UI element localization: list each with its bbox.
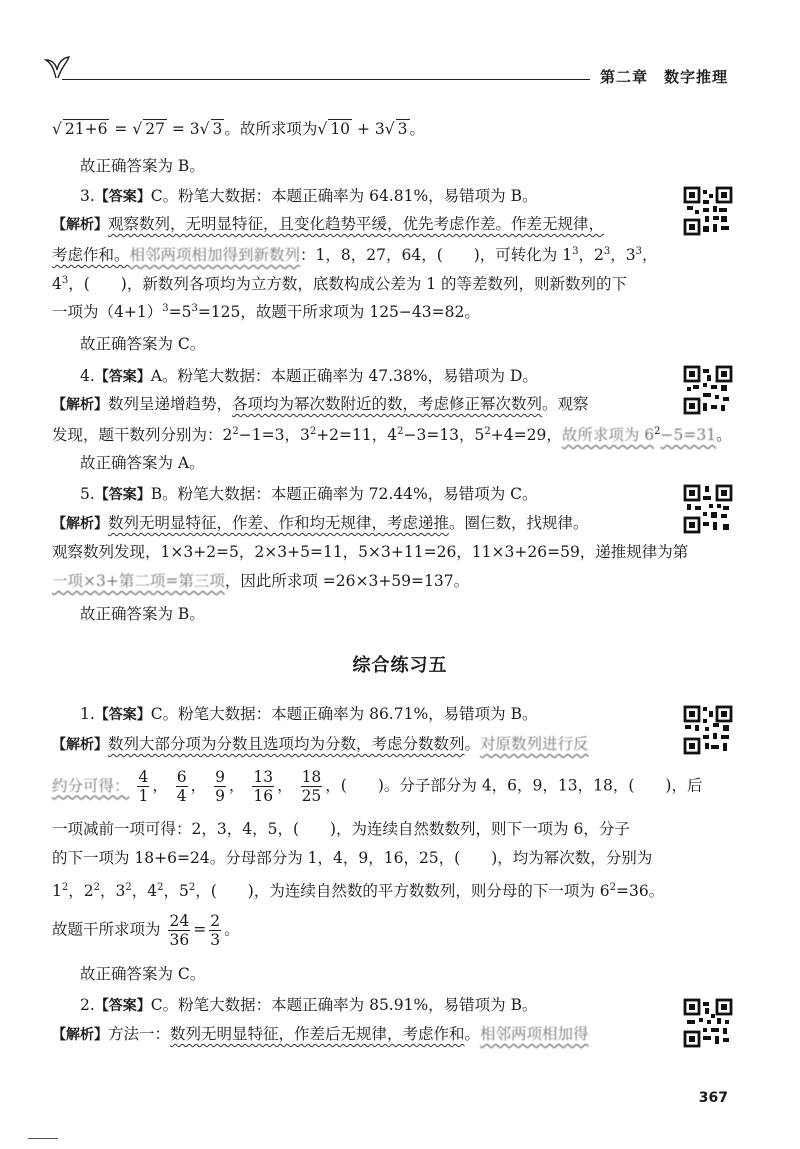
- q5-analysis-l1: 【解析】数列无明显特征，作差、作和均无规律，考虑递推。圈仨数，找规律。: [52, 514, 589, 532]
- header-rule: [62, 79, 590, 80]
- s1-analysis-l6: 故题干所求项为 $\frac{24}{36}$ = $\frac{2}{3}$ 。: [52, 912, 240, 949]
- qr-code-icon[interactable]: [683, 186, 733, 236]
- s1-analysis-l1: 【解析】数列大部分项为分数且选项均为分数，考虑分数数列。对原数列进行反: [52, 735, 589, 753]
- s2-analysis-l1: 【解析】方法一：数列无明显特征，作差后无规律，考虑作和。相邻两项相加得: [52, 1025, 589, 1043]
- s2-answer-line: 2.【答案】C。粉笔大数据：本题正确率为 85.91%，易错项为 B。: [80, 996, 538, 1014]
- page-number: 367: [698, 1090, 728, 1106]
- carryover-answer: 故正确答案为 B。: [80, 157, 205, 175]
- q5-answer-line: 5.【答案】B。粉笔大数据：本题正确率为 72.44%，易错项为 C。: [80, 485, 538, 503]
- qr-code-icon[interactable]: [683, 998, 733, 1048]
- carryover-formula: √ 21+6 = √ 27 = 3√ 3 。故所求项为√ 10 + 3√ 3 。: [52, 120, 426, 138]
- s1-analysis-l3: 一项减前一项可得：2，3，4，5，( )，为连续自然数数列，则下一项为 6，分子: [52, 820, 630, 838]
- qr-code-icon[interactable]: [683, 484, 733, 534]
- q3-answer-line: 3.【答案】C。粉笔大数据：本题正确率为 64.81%，易错项为 B。: [80, 187, 538, 205]
- q5-analysis-l2: 观察数列发现，1×3+2=5，2×3+5=11，5×3+11=26，11×3+26=59，递推规律为第: [52, 543, 689, 561]
- q3-final-answer: 故正确答案为 C。: [80, 335, 206, 353]
- q3-analysis-l1: 【解析】观察数列，无明显特征，且变化趋势平缓，优先考虑作差。作差无规律，: [52, 215, 605, 233]
- s1-final-answer: 故正确答案为 C。: [80, 965, 206, 983]
- s1-analysis-l2: 约分可得： $\frac{4}{1}$ ， $\frac{6}{4}$ ， $\frac{9}{9}$ ， $\frac{13}{16}$ ， $\frac{18}{25}$ ，( )。分子部分为 4，6，9，13，18，( )，后: [52, 768, 703, 805]
- q4-analysis-l2: 发现，题干数列分别为：$2^2-1=3$，$3^2+2=11$，$4^2-3=13$，$5^2+4=29$，故所求项为 $6^2-5=31$。: [52, 426, 732, 445]
- q4-analysis-l1: 【解析】数列呈递增趋势，各项均为幂次数附近的数，考虑修正幂次数列。观察: [52, 395, 589, 413]
- q5-analysis-l3: 一项×3+第二项=第三项，因此所求项 =26×3+59=137。: [52, 572, 470, 590]
- qr-code-icon[interactable]: [683, 365, 733, 415]
- q3-analysis-l3: $4^3$，( )，新数列各项均为立方数，底数构成公差为 1 的等差数列，则新数列的下: [52, 275, 628, 294]
- s1-answer-line: 1.【答案】C。粉笔大数据：本题正确率为 86.71%，易错项为 B。: [80, 705, 538, 723]
- footer-rule: [28, 1138, 58, 1139]
- q4-final-answer: 故正确答案为 A。: [80, 454, 205, 472]
- s1-analysis-l4: 的下一项为 18+6=24。分母部分为 1，4，9，16，25，( )，均为幂次数，分别为: [52, 849, 653, 867]
- qr-code-icon[interactable]: [683, 705, 733, 755]
- section-title: 综合练习五: [352, 655, 448, 676]
- s1-analysis-l5: $1^2$，$2^2$，$3^2$，$4^2$，$5^2$，( )，为连续自然数的平方数数列，则分母的下一项为 $6^2=36$。: [52, 882, 665, 901]
- q3-analysis-l2: 考虑作和。相邻两项相加得到新数列：1，8，27，64，( )，可转化为 $1^3$，$2^3$，$3^3$，: [52, 246, 658, 265]
- chapter-title: 第二章 数字推理: [599, 68, 728, 86]
- leaf-logo-icon: [42, 52, 72, 82]
- q3-analysis-l4: 一项为$(4+1)^3=5^3=125$，故题干所求项为 125−43=82。: [52, 303, 480, 322]
- q4-answer-line: 4.【答案】A。粉笔大数据：本题正确率为 47.38%，易错项为 D。: [80, 367, 538, 385]
- q5-final-answer: 故正确答案为 B。: [80, 605, 205, 623]
